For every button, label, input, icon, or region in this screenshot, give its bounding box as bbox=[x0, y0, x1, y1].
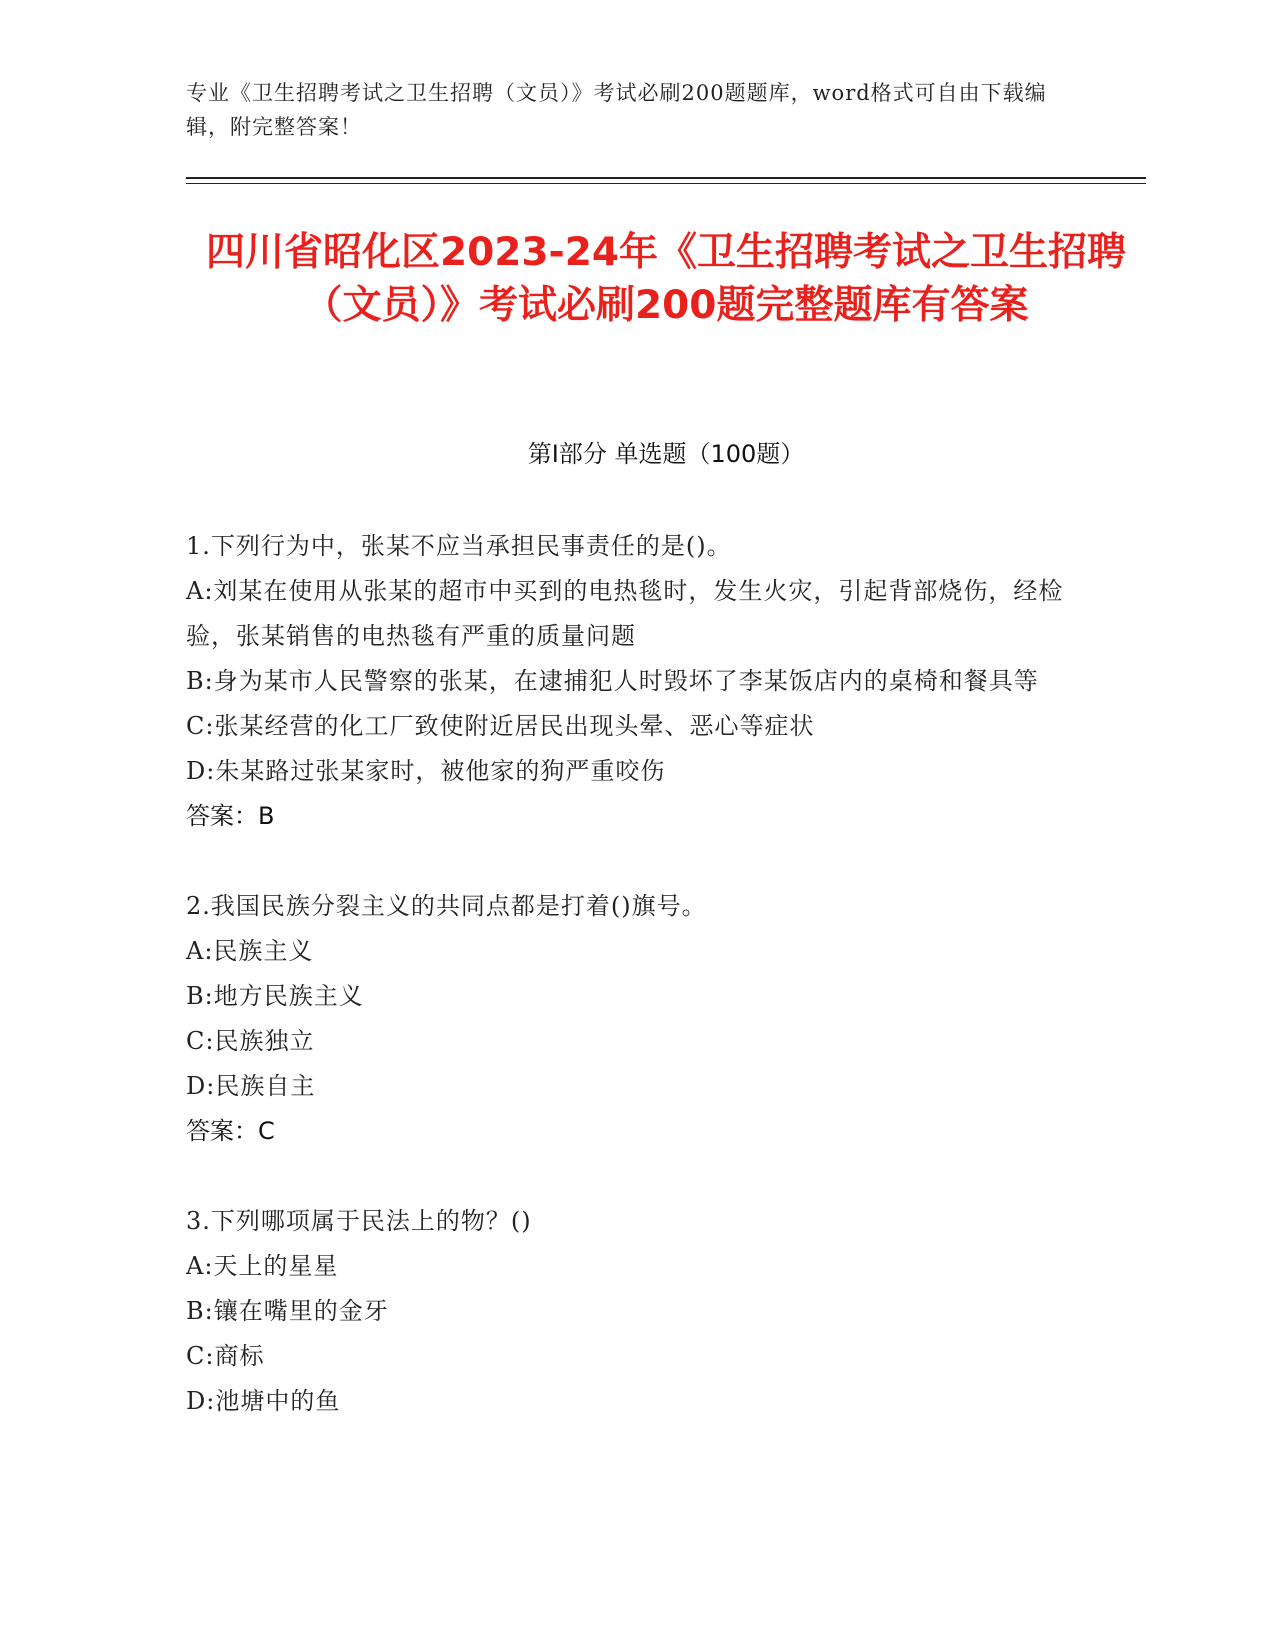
question-stem: 1.下列行为中，张某不应当承担民事责任的是()。 bbox=[186, 532, 732, 560]
option-c: C:民族独立 bbox=[186, 1027, 315, 1055]
question-2 bbox=[186, 884, 1076, 1154]
option-c: C:商标 bbox=[186, 1342, 265, 1370]
option-b: B:镶在嘴里的金牙 bbox=[186, 1297, 389, 1325]
question-stem: 2.我国民族分裂主义的共同点都是打着()旗号。 bbox=[186, 892, 707, 920]
question-list bbox=[186, 524, 1076, 1469]
option-d: D:朱某路过张某家时，被他家的狗严重咬伤 bbox=[186, 757, 666, 785]
option-a: A:民族主义 bbox=[186, 937, 314, 965]
section-heading: 第I部分 单选题（100题） bbox=[527, 440, 805, 468]
question-3 bbox=[186, 1199, 1076, 1424]
option-d: D:民族自主 bbox=[186, 1072, 316, 1100]
option-b: B:身为某市人民警察的张某，在逮捕犯人时毁坏了李某饭店内的桌椅和餐具等 bbox=[186, 667, 1039, 695]
option-c: C:张某经营的化工厂致使附近居民出现头晕、恶心等症状 bbox=[186, 712, 815, 740]
answer: 答案：C bbox=[186, 1117, 275, 1145]
question-stem: 3.下列哪项属于民法上的物？() bbox=[186, 1207, 532, 1235]
option-d: D:池塘中的鱼 bbox=[186, 1387, 341, 1415]
question-1 bbox=[186, 524, 1076, 839]
option-a: A:刘某在使用从张某的超市中买到的电热毯时，发生火灾，引起背部烧伤，经检验，张某销售的电热毯有严重的质量问题 bbox=[186, 577, 1064, 650]
header-rule-thin bbox=[186, 183, 1146, 184]
option-a: A:天上的星星 bbox=[186, 1252, 339, 1280]
header-rule-thick bbox=[186, 177, 1146, 179]
option-b: B:地方民族主义 bbox=[186, 982, 364, 1010]
document-title: 四川省昭化区2023-24年《卫生招聘考试之卫生招聘（文员）》考试必刷200题完整题库有答案 bbox=[205, 230, 1126, 328]
header-note: 专业《卫生招聘考试之卫生招聘（文员）》考试必刷200题题库，word格式可自由下载编辑，附完整答案！ bbox=[186, 81, 1047, 139]
answer: 答案：B bbox=[186, 802, 275, 830]
